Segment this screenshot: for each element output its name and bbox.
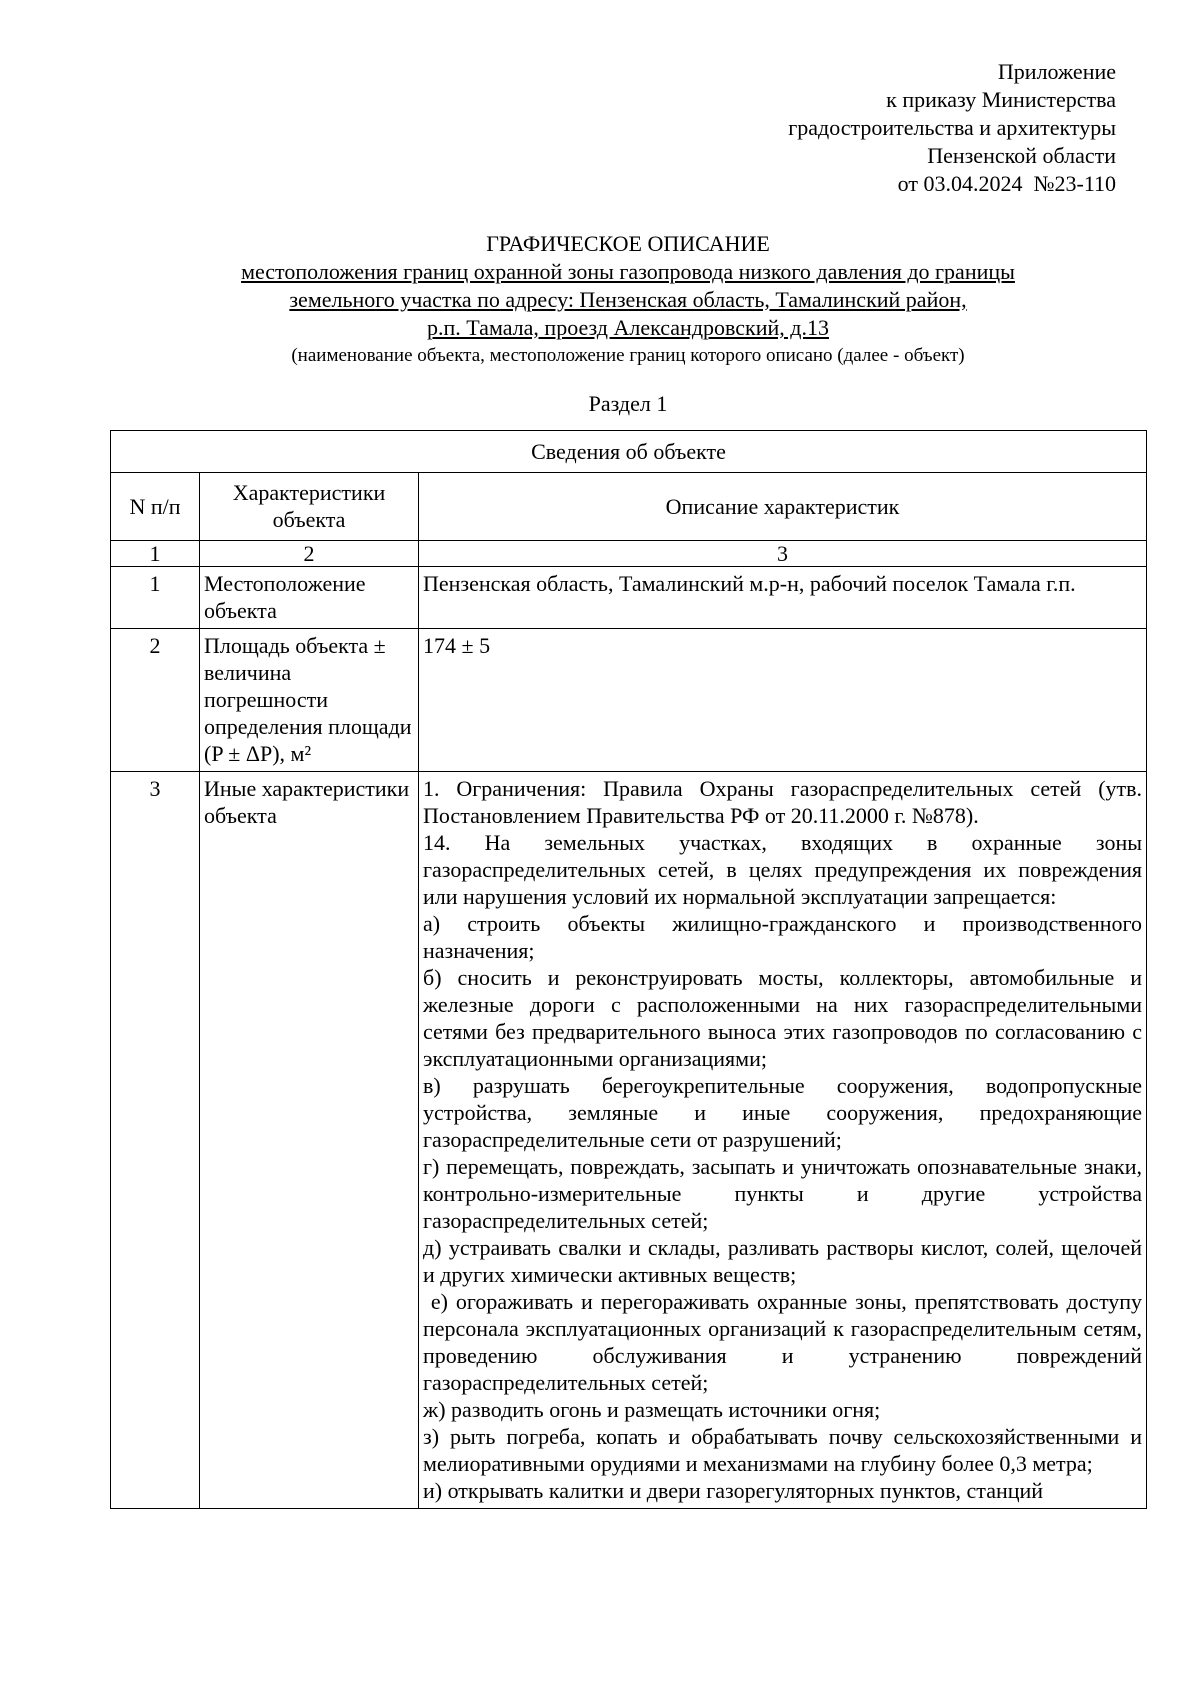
object-name-line: земельного участка по адресу: Пензенская область, Тамалинский район, [289,287,967,312]
table-row [111,629,1147,772]
column-number: 3 [419,541,1147,567]
row-num: 3 [111,772,200,1509]
table-row [111,772,1147,1509]
table-caption: Сведения об объекте [111,431,1147,473]
row-value [419,772,1147,1509]
column-number: 1 [111,541,200,567]
section-title: Раздел 1 [588,391,668,416]
restriction-paragraph: г) перемещать, повреждать, засыпать и уничтожать опознавательные знаки, контрольно-измерительные пункты и другие устройства газораспределительных сетей; [423,1154,1143,1233]
restriction-paragraph: и) открывать калитки и двери газорегуляторных пунктов, станций [423,1478,1044,1503]
column-number: 2 [200,541,419,567]
restriction-paragraph: 14. На земельных участках, входящих в охранные зоны газораспределительных сетей, в целях предупреждения их повреждения или нарушения условий их нормальной эксплуатации запрещается: [423,830,1143,909]
header-cell-description: Описание характеристик [419,473,1147,541]
restriction-paragraph: е) огораживать и перегораживать охранные зоны, препятствовать доступу персонала эксплуатационных организаций к газораспределительным сетям, проведению обслуживания и устранению повреждений газораспределительных сетей; [423,1289,1148,1395]
column-number-row [111,541,1147,567]
restriction-paragraph: б) сносить и реконструировать мосты, коллекторы, автомобильные и железные дороги с расположенными на них газораспределительными сетями без предварительного выноса этих газопроводов по согласованию с эксплуатационными организациями; [423,965,1143,1071]
table-caption-row [111,431,1147,473]
table-header-row [111,473,1147,541]
restriction-paragraph: д) устраивать свалки и склады, разливать растворы кислот, солей, щелочей и других химически активных веществ; [423,1235,1143,1287]
header-line: Пензенской области [927,143,1116,168]
header-line: к приказу Министерства [886,87,1116,112]
row-name: Иные характеристики объекта [200,772,419,1509]
object-name-line: р.п. Тамала, проезд Александровский, д.13 [427,315,829,340]
object-name-line: местоположения границ охранной зоны газопровода низкого давления до границы [241,259,1015,284]
document-heading: ГРАФИЧЕСКОЕ ОПИСАНИЕ [486,231,770,256]
row-value [419,567,1147,629]
header-cell-characteristic: Характеристики объекта [200,473,419,541]
row-value-text: 174 ± 5 [423,633,491,658]
header-line: от 03.04.2024 №23-110 [897,171,1116,196]
restriction-paragraph: 1. Ограничения: Правила Охраны газораспределительных сетей (утв. Постановлением Правительства РФ от 20.11.2000 г. №878). [423,776,1143,828]
header-line: Приложение [997,59,1116,84]
table-row [111,567,1147,629]
header-cell-num: N п/п [111,473,200,541]
restriction-paragraph: з) рыть погреба, копать и обрабатывать почву сельскохозяйственными и мелиоративными орудиями и механизмами на глубину более 0,3 метра; [423,1424,1143,1476]
header-line: градостроительства и архитектуры [788,115,1116,140]
restriction-paragraph: в) разрушать берегоукрепительные сооружения, водопропускные устройства, земляные и иные сооружения, предохраняющие газораспределительные сети от разрушений; [423,1073,1143,1152]
object-info-table [110,430,1147,1509]
row-value-text: Пензенская область, Тамалинский м.р-н, рабочий поселок Тамала г.п. [423,571,1076,596]
document-header [516,58,1116,198]
restriction-paragraph: ж) разводить огонь и размещать источники огня; [423,1397,881,1422]
row-name: Площадь объекта ± величина погрешности определения площади (P ± ΔP), м² [200,629,419,772]
object-name-note: (наименование объекта, местоположение границ которого описано (далее - объект) [291,345,965,366]
row-num: 1 [111,567,200,629]
row-value [419,629,1147,772]
title-block [110,230,1146,370]
row-num: 2 [111,629,200,772]
row-name: Местоположение объекта [200,567,419,629]
restriction-paragraph: а) строить объекты жилищно-гражданского и производственного назначения; [423,911,1143,963]
